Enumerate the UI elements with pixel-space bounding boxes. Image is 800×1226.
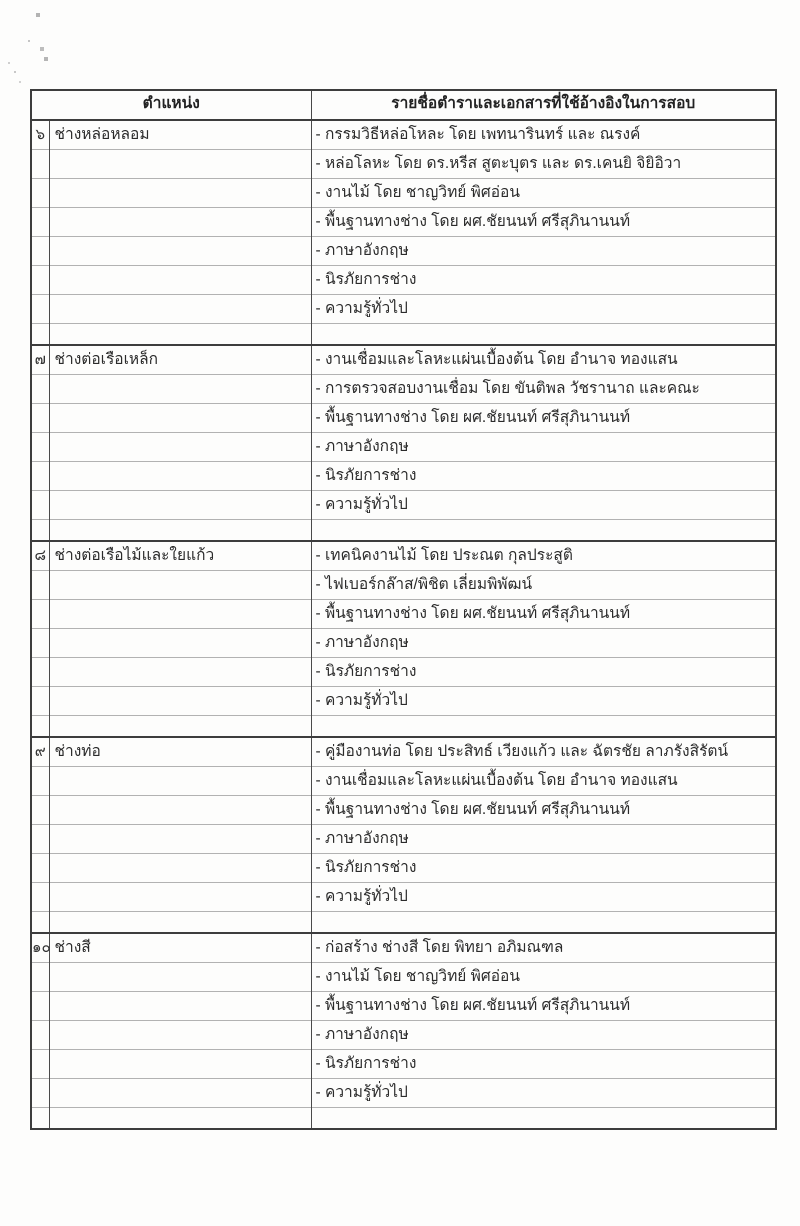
reference-item-cell <box>311 324 776 346</box>
reference-item-cell: - ไฟเบอร์กล๊าส/พิชิต เลี่ยมพิพัฒน์ <box>311 571 776 600</box>
reference-item-cell <box>311 716 776 738</box>
reference-item-cell: - ภาษาอังกฤษ <box>311 1021 776 1050</box>
position-number-cell <box>31 208 49 237</box>
reference-row <box>31 658 776 687</box>
position-name-cell: ช่างท่อ <box>49 737 311 767</box>
position-name-cell <box>49 687 311 716</box>
reference-row <box>31 237 776 266</box>
position-number-cell <box>31 825 49 854</box>
reference-row <box>31 571 776 600</box>
reference-item-cell: - นิรภัยการช่าง <box>311 462 776 491</box>
reference-row <box>31 375 776 404</box>
reference-row <box>31 1050 776 1079</box>
position-column-header: ตำแหน่ง <box>31 90 311 120</box>
position-name-cell <box>49 992 311 1021</box>
position-name-cell <box>49 796 311 825</box>
reference-row <box>31 150 776 179</box>
position-number-cell <box>31 266 49 295</box>
position-number-cell <box>31 716 49 738</box>
reference-item-cell: - ภาษาอังกฤษ <box>311 629 776 658</box>
position-name-cell <box>49 179 311 208</box>
position-name-cell <box>49 600 311 629</box>
position-number-cell <box>31 883 49 912</box>
position-number-cell <box>31 1108 49 1130</box>
reference-item-cell: - การตรวจสอบงานเชื่อม โดย ขันติพล วัชรานาถ และคณะ <box>311 375 776 404</box>
position-number-cell <box>31 963 49 992</box>
position-number-cell <box>31 658 49 687</box>
reference-row <box>31 767 776 796</box>
position-name-cell <box>49 266 311 295</box>
reference-item-cell: - นิรภัยการช่าง <box>311 1050 776 1079</box>
position-name-cell <box>49 1050 311 1079</box>
position-name-cell: ช่างต่อเรือเหล็ก <box>49 345 311 375</box>
position-name-cell <box>49 237 311 266</box>
position-number-cell: ๖ <box>35 125 46 143</box>
reference-item-cell: - พื้นฐานทางช่าง โดย ผศ.ชัยนนท์ ศรีสุภินานนท์ <box>311 600 776 629</box>
position-name-cell <box>49 375 311 404</box>
position-number-cell <box>31 629 49 658</box>
reference-row <box>31 462 776 491</box>
position-name-cell <box>49 295 311 324</box>
reference-item-cell: - ความรู้ทั่วไป <box>311 491 776 520</box>
position-name-cell <box>49 716 311 738</box>
reference-row <box>31 433 776 462</box>
reference-row <box>31 629 776 658</box>
position-name-cell <box>49 629 311 658</box>
reference-row <box>31 404 776 433</box>
position-number-cell <box>31 375 49 404</box>
position-name-cell <box>49 1021 311 1050</box>
section-spacer-row <box>31 520 776 542</box>
position-name-cell <box>49 462 311 491</box>
position-number-cell: ๑๐ <box>31 933 49 963</box>
position-name-cell <box>49 491 311 520</box>
reference-item-cell: - เทคนิคงานไม้ โดย ประณต กุลประสูติ <box>311 541 776 571</box>
position-number-cell <box>31 295 49 324</box>
reference-item-cell: - คู่มืองานท่อ โดย ประสิทธ์ เวียงแก้ว และ ฉัตรชัย ลาภรังสิรัตน์ <box>311 737 776 767</box>
reference-item-cell: - งานไม้ โดย ชาญวิทย์ พิศอ่อน <box>311 963 776 992</box>
reference-row <box>31 120 776 150</box>
position-number-cell <box>31 600 49 629</box>
position-number-cell <box>31 462 49 491</box>
position-number-cell <box>31 571 49 600</box>
reference-row <box>31 491 776 520</box>
reference-item-cell: - ภาษาอังกฤษ <box>311 237 776 266</box>
reference-row <box>31 179 776 208</box>
position-name-cell: ช่างต่อเรือไม้และใยแก้ว <box>49 541 311 571</box>
reference-item-cell: - พื้นฐานทางช่าง โดย ผศ.ชัยนนท์ ศรีสุภินานนท์ <box>311 992 776 1021</box>
position-number-cell: ๘ <box>31 541 49 571</box>
section-spacer-row <box>31 324 776 346</box>
position-name-cell <box>49 433 311 462</box>
position-name-cell <box>49 767 311 796</box>
reference-item-cell: - ภาษาอังกฤษ <box>311 433 776 462</box>
reference-item-cell: - ความรู้ทั่วไป <box>311 295 776 324</box>
position-number-cell <box>31 687 49 716</box>
reference-item-cell: - ความรู้ทั่วไป <box>311 883 776 912</box>
position-name-cell <box>49 520 311 542</box>
section-spacer-row <box>31 716 776 738</box>
position-name-cell: ช่างหล่อหลอม <box>49 120 311 150</box>
reference-item-cell: - ภาษาอังกฤษ <box>311 825 776 854</box>
position-number-cell <box>31 767 49 796</box>
position-name-cell: ช่างสี <box>49 933 311 963</box>
position-number-cell <box>31 237 49 266</box>
reference-item-cell: - งานเชื่อมและโลหะแผ่นเบื้องต้น โดย อำนาจ ทองแสน <box>311 345 776 375</box>
reference-item-cell: - ความรู้ทั่วไป <box>311 1079 776 1108</box>
position-name-cell <box>49 883 311 912</box>
position-name-cell <box>49 404 311 433</box>
position-number-cell <box>31 324 49 346</box>
position-name-cell <box>49 658 311 687</box>
reference-row <box>31 737 776 767</box>
references-column-header: รายชื่อตำราและเอกสารที่ใช้อ้างอิงในการสอบ <box>311 90 776 120</box>
position-number-cell <box>31 179 49 208</box>
reference-row <box>31 208 776 237</box>
reference-row <box>31 796 776 825</box>
reference-row <box>31 687 776 716</box>
position-name-cell <box>49 571 311 600</box>
scan-speckles-decoration <box>0 0 2 2</box>
position-name-cell <box>49 912 311 934</box>
reference-item-cell: - นิรภัยการช่าง <box>311 854 776 883</box>
position-number-cell <box>31 796 49 825</box>
reference-row <box>31 825 776 854</box>
section-spacer-row <box>31 1108 776 1130</box>
reference-row <box>31 883 776 912</box>
reference-item-cell: - งานเชื่อมและโลหะแผ่นเบื้องต้น โดย อำนาจ ทองแสน <box>311 767 776 796</box>
position-number-cell: ๗ <box>31 345 49 375</box>
reference-row <box>31 345 776 375</box>
reference-item-cell <box>311 520 776 542</box>
section-spacer-row <box>31 912 776 934</box>
exam-references-table <box>30 89 777 1130</box>
position-name-cell <box>49 854 311 883</box>
position-number-cell <box>31 992 49 1021</box>
position-number-cell <box>31 854 49 883</box>
position-name-cell <box>49 324 311 346</box>
reference-item-cell: - ความรู้ทั่วไป <box>311 687 776 716</box>
reference-row <box>31 854 776 883</box>
position-name-cell <box>49 1108 311 1130</box>
reference-item-cell: - พื้นฐานทางช่าง โดย ผศ.ชัยนนท์ ศรีสุภินานนท์ <box>311 208 776 237</box>
position-number-cell <box>31 491 49 520</box>
reference-item-cell: - นิรภัยการช่าง <box>311 658 776 687</box>
reference-row <box>31 992 776 1021</box>
reference-item-cell: - กรรมวิธีหล่อโหละ โดย เพทนารินทร์ และ ณรงค์ <box>311 120 776 150</box>
reference-item-cell <box>311 912 776 934</box>
position-number-cell <box>31 433 49 462</box>
position-number-cell <box>31 150 49 179</box>
reference-row <box>31 295 776 324</box>
position-name-cell <box>49 963 311 992</box>
reference-item-cell: - หล่อโลหะ โดย ดร.หรีส สูตะบุตร และ ดร.เคนยิ จิยิอิวา <box>311 150 776 179</box>
reference-row <box>31 1021 776 1050</box>
reference-item-cell: - นิรภัยการช่าง <box>311 266 776 295</box>
reference-row <box>31 1079 776 1108</box>
position-number-cell <box>31 404 49 433</box>
reference-item-cell: - พื้นฐานทางช่าง โดย ผศ.ชัยนนท์ ศรีสุภินานนท์ <box>311 404 776 433</box>
table-header-row <box>31 90 776 120</box>
position-number-cell <box>31 1050 49 1079</box>
position-number-cell <box>31 1021 49 1050</box>
position-name-cell <box>49 825 311 854</box>
reference-item-cell: - งานไม้ โดย ชาญวิทย์ พิศอ่อน <box>311 179 776 208</box>
reference-item-cell <box>311 1108 776 1130</box>
reference-row <box>31 541 776 571</box>
position-name-cell <box>49 1079 311 1108</box>
reference-row <box>31 600 776 629</box>
reference-row <box>31 266 776 295</box>
reference-item-cell: - ก่อสร้าง ช่างสี โดย พิทยา อภิมณฑล <box>311 933 776 963</box>
position-number-cell <box>31 520 49 542</box>
reference-row <box>31 933 776 963</box>
reference-item-cell: - พื้นฐานทางช่าง โดย ผศ.ชัยนนท์ ศรีสุภินานนท์ <box>311 796 776 825</box>
reference-row <box>31 963 776 992</box>
position-number-cell <box>31 1079 49 1108</box>
position-number-cell: ๙ <box>31 737 49 767</box>
position-number-cell <box>31 912 49 934</box>
position-name-cell <box>49 208 311 237</box>
position-name-cell <box>49 150 311 179</box>
